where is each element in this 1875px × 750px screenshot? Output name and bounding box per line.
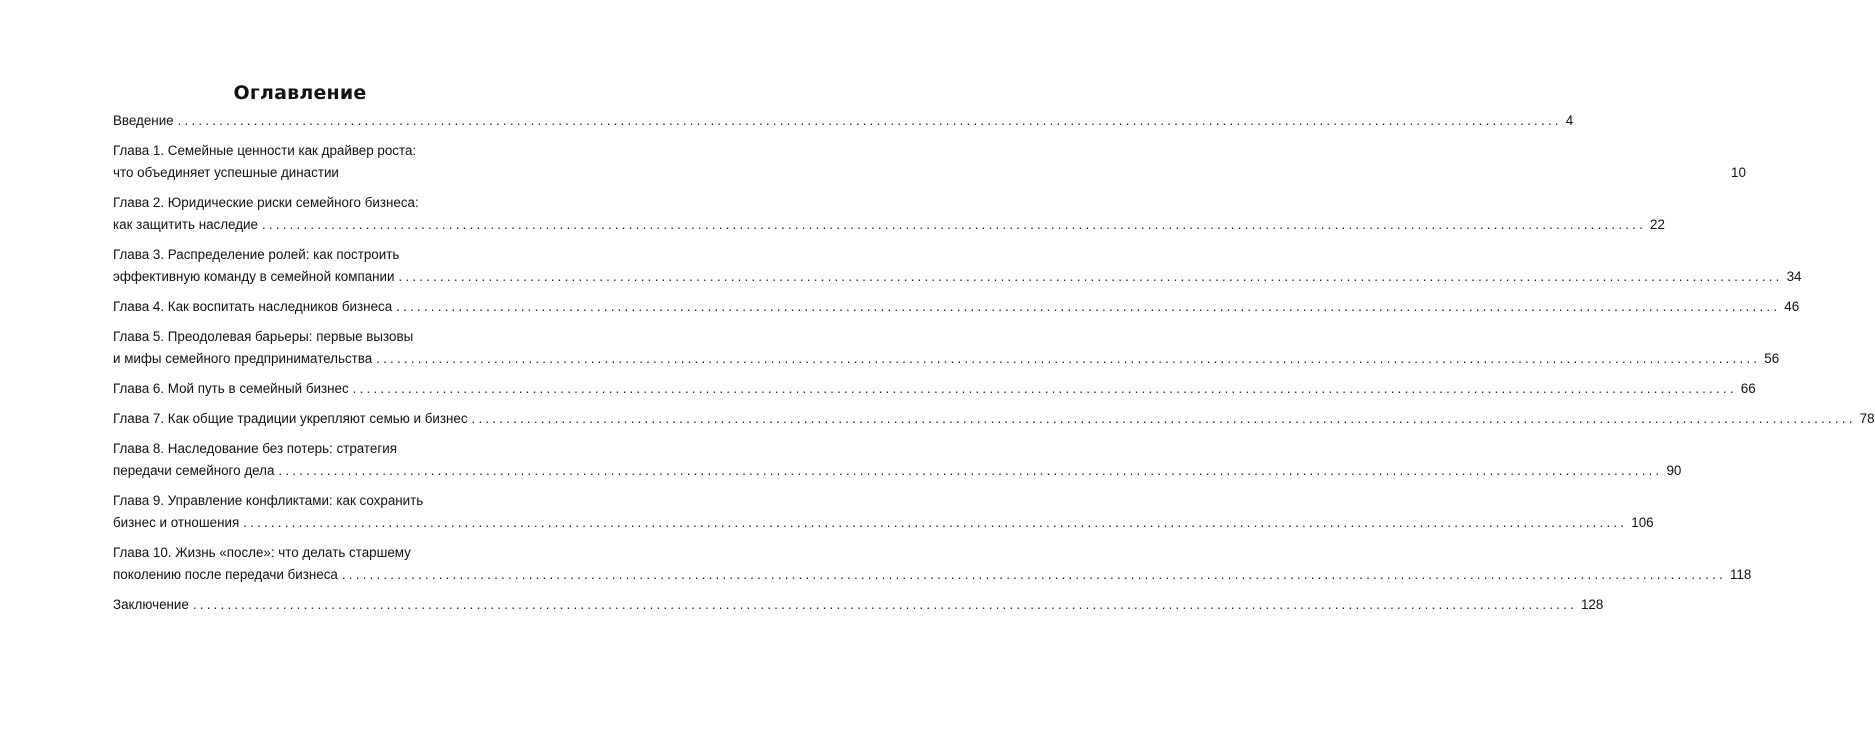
toc-entry[interactable]: [113, 326, 1780, 370]
toc-entry[interactable]: [113, 192, 1665, 236]
toc-entry-title-line: Глава 2. Юридические риски семейного бизнеса:: [113, 195, 419, 210]
toc-entry-row: [113, 460, 1682, 482]
dot-leader: ........................................................................................................................................................................................................: [471, 411, 1856, 426]
toc-page-number: 128: [1580, 597, 1604, 612]
dot-leader: ........................................................................................................................................................................................................: [352, 381, 1737, 396]
toc-entry-row: [113, 110, 1574, 132]
toc-entry-title-line: что объединяет успешные династии: [113, 165, 339, 180]
toc-entry-title-line: Глава 5. Преодолевая барьеры: первые вызовы: [113, 329, 414, 344]
toc-entry[interactable]: [113, 490, 1654, 534]
toc-entry-title-line: Глава 9. Управление конфликтами: как сохранить: [113, 493, 424, 508]
toc-entry-row: [113, 564, 1752, 586]
table-of-contents: [113, 110, 1875, 624]
toc-entry-title-line: Заключение: [113, 597, 189, 612]
toc-entry-title-line: и мифы семейного предпринимательства: [113, 351, 373, 366]
dot-leader: ........................................................................................................................................................................................................: [243, 515, 1628, 530]
toc-entry[interactable]: [113, 244, 1802, 288]
toc-entry-title-line: Глава 3. Распределение ролей: как построить: [113, 247, 400, 262]
toc-entry[interactable]: [113, 378, 1756, 400]
toc-entry-title-line: передачи семейного дела: [113, 463, 275, 478]
toc-entry[interactable]: [113, 542, 1752, 586]
toc-entry[interactable]: [113, 438, 1682, 482]
dot-leader: ........................................................................................................................................................................................................: [261, 217, 1647, 232]
toc-entry-title-line: Глава 7. Как общие традиции укрепляют семью и бизнес: [113, 411, 468, 426]
toc-page-number: 46: [1784, 299, 1800, 314]
toc-entry-row: [113, 512, 1654, 534]
dot-leader: ........................................................................................................................................................................................................: [376, 351, 1761, 366]
toc-entry-title-line: Глава 1. Семейные ценности как драйвер роста:: [113, 143, 417, 158]
toc-page-number: 22: [1650, 217, 1665, 232]
page-title: Оглавление: [233, 82, 367, 104]
dot-leader: ........................................................................................................................................................................................................: [396, 299, 1781, 314]
toc-entry-title-line: Глава 4. Как воспитать наследников бизнеса: [113, 299, 393, 314]
toc-entry-title-line: бизнес и отношения: [113, 515, 240, 530]
toc-entry-title-line: Глава 10. Жизнь «после»: что делать старшему: [113, 545, 411, 560]
dot-leader: ........................................................................................................................................................................................................: [278, 463, 1663, 478]
toc-page-number: 106: [1631, 515, 1654, 530]
toc-page-number: 90: [1666, 463, 1682, 478]
toc-entry[interactable]: [113, 110, 1574, 132]
dot-leader: ........................................................................................................................................................................................................: [192, 597, 1577, 612]
toc-entry-row: [113, 378, 1756, 400]
toc-page-number: 56: [1764, 351, 1780, 366]
toc-page-number: 66: [1740, 381, 1756, 396]
dot-leader: ........................................................................................................................................................................................................: [341, 567, 1726, 582]
toc-entry-title-line: Глава 6. Мой путь в семейный бизнес: [113, 381, 349, 396]
toc-entry-title-line: поколению после передачи бизнеса: [113, 567, 338, 582]
toc-entry-row: [113, 162, 1746, 184]
toc-entry-row: [113, 214, 1665, 236]
toc-entry[interactable]: [113, 140, 1746, 184]
toc-entry-row: [113, 408, 1875, 430]
toc-page-number: 10: [1731, 165, 1746, 180]
toc-entry[interactable]: [113, 408, 1875, 430]
dot-leader: ........................................................................................................................................................................................................: [177, 113, 1562, 128]
toc-entry-row: [113, 296, 1800, 318]
toc-page-number: 118: [1729, 567, 1752, 582]
toc-page-number: 4: [1565, 113, 1574, 128]
toc-entry-row: [113, 266, 1802, 288]
toc-page-number: 78: [1859, 411, 1875, 426]
toc-entry[interactable]: [113, 594, 1604, 616]
dot-leader: ........................................................................................................................................................................................................: [398, 269, 1783, 284]
toc-entry-title-line: как защитить наследие: [113, 217, 258, 232]
toc-entry-title-line: эффективную команду в семейной компании: [113, 269, 395, 284]
toc-entry-row: [113, 348, 1780, 370]
toc-page-number: 34: [1786, 269, 1802, 284]
toc-entry-title-line: Введение: [113, 113, 174, 128]
toc-entry[interactable]: [113, 296, 1800, 318]
toc-entry-row: [113, 594, 1604, 616]
toc-entry-title-line: Глава 8. Наследование без потерь: стратегия: [113, 441, 397, 456]
